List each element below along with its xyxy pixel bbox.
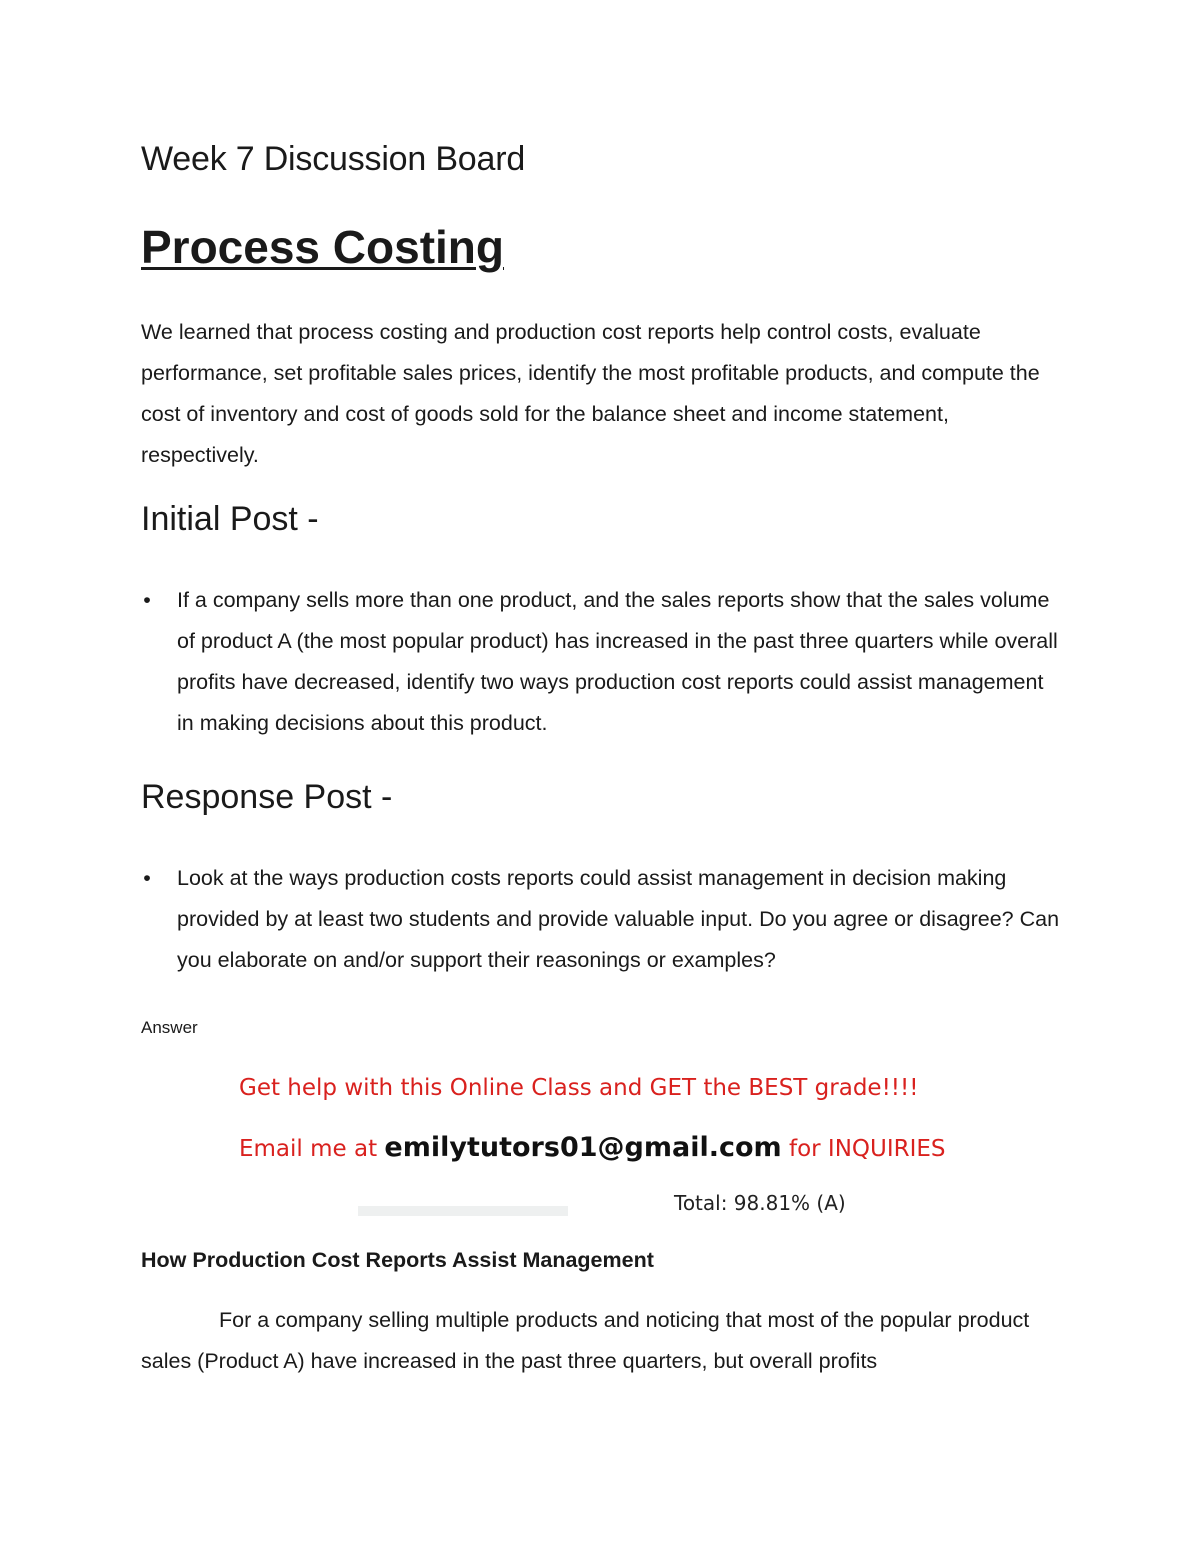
promo-total-grade: Total: 98.81% (A) xyxy=(674,1191,846,1215)
initial-post-list xyxy=(141,580,1061,744)
promo-divider-bar xyxy=(358,1206,568,1216)
answer-label: Answer xyxy=(141,1018,198,1037)
promo-image xyxy=(141,1060,1061,1230)
promo-email: emilytutors01@gmail.com xyxy=(384,1132,782,1163)
response-post-list xyxy=(141,858,1061,981)
document-title: Week 7 Discussion Board xyxy=(141,140,526,178)
bullet-icon: • xyxy=(143,866,151,890)
main-heading: Process Costing xyxy=(141,221,504,273)
initial-post-heading: Initial Post - xyxy=(141,500,319,538)
initial-post-text: If a company sells more than one product, and the sales reports show that the sales volume of product A (the most popular product) has increased in the past three quarters while overall profits have decreased, identify two ways production cost reports could assist management in making decisions about this product. xyxy=(177,588,1058,735)
promo-contact-line xyxy=(239,1132,946,1163)
list-item xyxy=(141,580,1061,744)
promo-contact-suffix: for INQUIRIES xyxy=(781,1136,946,1162)
response-post-text: Look at the ways production costs reports could assist management in decision making provided by at least two students and provide valuable input. Do you agree or disagree? Can you elaborate on and/or support their reasonings or examples? xyxy=(177,866,1060,972)
promo-headline: Get help with this Online Class and GET the BEST grade!!!! xyxy=(239,1075,919,1101)
intro-paragraph: We learned that process costing and production cost reports help control costs, evaluate performance, set profitable sales prices, identify the most profitable products, and compute the cost of inventory and cost of goods sold for the balance sheet and income statement, respectively. xyxy=(141,320,1040,467)
response-post-heading: Response Post - xyxy=(141,778,393,816)
sub-heading: How Production Cost Reports Assist Management xyxy=(141,1248,654,1272)
body-paragraph: For a company selling multiple products and noticing that most of the popular product sales (Product A) have increased in the past three quarters, but overall profits xyxy=(141,1308,1030,1373)
bullet-icon: • xyxy=(143,588,151,612)
list-item xyxy=(141,858,1061,981)
promo-contact-prefix: Email me at xyxy=(239,1136,385,1162)
